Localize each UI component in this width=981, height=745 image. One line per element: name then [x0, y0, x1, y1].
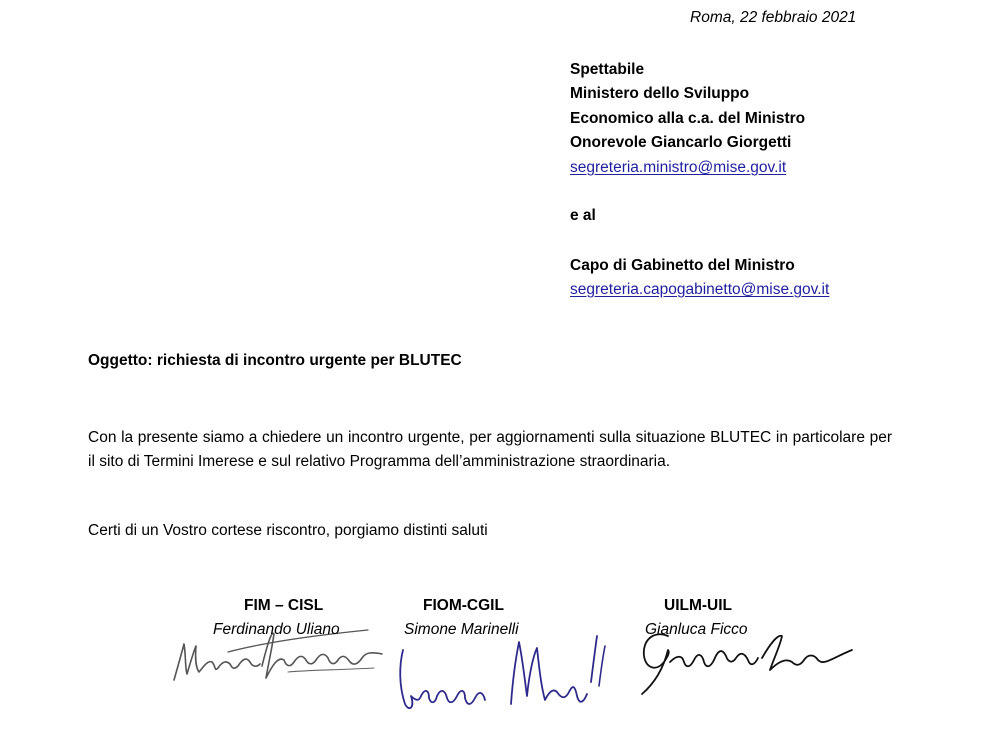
email-link-capogabinetto[interactable]: segreteria.capogabinetto@mise.gov.it: [570, 281, 830, 298]
subject-line: Oggetto: richiesta di incontro urgente per BLUTEC: [88, 352, 462, 369]
recipient-line-2: Ministero dello Sviluppo: [570, 85, 750, 102]
signature-org-uilm-uil: UILM-UIL: [664, 597, 733, 614]
recipient-line-4: Onorevole Giancarlo Giorgetti: [570, 134, 792, 151]
body-paragraph: Con la presente siamo a chiedere un incontro urgente, per aggiornamenti sulla situazione BLUTEC in particolare per il sito di Termini Imerese e sul relativo Programma dell’amministrazione straordinaria.: [88, 429, 892, 470]
signature-org-fiom-cgil: FIOM-CGIL: [423, 597, 504, 614]
signature-name-marinelli: Simone Marinelli: [404, 621, 519, 638]
closing-line: Certi di un Vostro cortese riscontro, porgiamo distinti saluti: [88, 522, 488, 539]
recipient-line-3: Economico alla c.a. del Ministro: [570, 110, 806, 127]
recipient-line-1: Spettabile: [570, 61, 645, 78]
place-date: Roma, 22 febbraio 2021: [690, 9, 857, 26]
signature-name-ficco: Gianluca Ficco: [645, 621, 748, 638]
signature-org-fim-cisl: FIM – CISL: [244, 597, 324, 614]
handwritten-signature-marinelli: [395, 626, 610, 718]
second-recipient: Capo di Gabinetto del Ministro: [570, 257, 795, 274]
signature-name-uliano: Ferdinando Uliano: [213, 621, 340, 638]
recipient-connector: e al: [570, 207, 596, 224]
email-link-ministro[interactable]: segreteria.ministro@mise.gov.it: [570, 159, 787, 176]
